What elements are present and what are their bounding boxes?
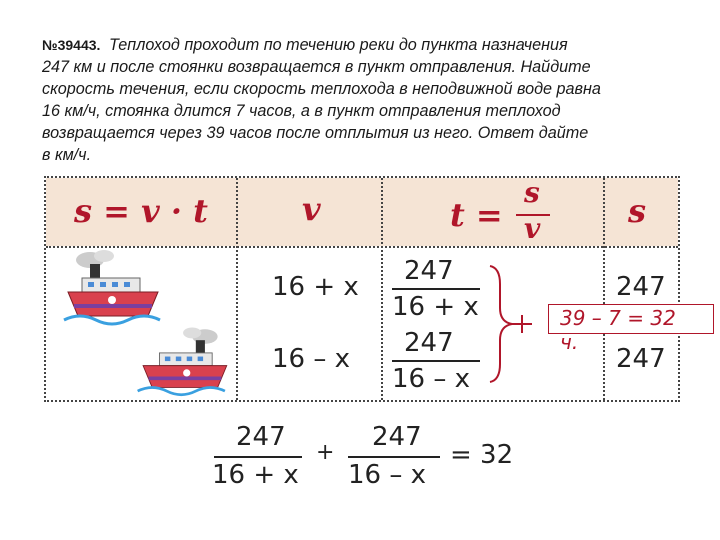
problem-line-5: возвращается через 39 часов после отплытия из него. Ответ дайте [42,124,589,142]
problem-line-3: скорость течения, если скорость теплохода в неподвижной воде равна [42,80,601,98]
header-distance: s [628,192,647,230]
equation-term2-line [348,456,440,458]
column-divider [381,178,383,400]
column-divider [603,178,605,400]
equation-term1-line [214,456,302,458]
header-formula: s = v · t [74,192,208,230]
header-time-numerator: s [524,176,540,209]
row2-time-denominator: 16 – x [392,364,470,394]
problem-line-1: Теплоход проходит по течению реки до пункта назначения [108,36,568,54]
row2-fraction-line [392,360,480,362]
row2-speed: 16 – x [272,344,350,374]
row1-fraction-line [392,288,480,290]
motion-table [44,176,680,402]
row1-distance: 247 [616,272,666,302]
steamship-icon [60,250,170,326]
steamship-icon [134,326,234,398]
time-note: 39 – 7 = 32 ч. [560,306,676,354]
problem-line-2: 247 км и после стоянки возвращается в пункт отправления. Найдите [42,58,591,76]
problem-number: №39443. [42,37,101,53]
row1-time-numerator: 247 [404,256,454,286]
row2-distance: 247 [616,344,666,374]
header-time-label: t = [450,196,503,234]
row1-speed: 16 + x [272,272,359,302]
equation-term1-numerator: 247 [236,422,286,452]
equation-term1-denominator: 16 + x [212,460,299,490]
header-speed: v [302,190,321,228]
row-divider [46,246,678,248]
problem-line-6: в км/ч. [42,146,92,164]
row2-time-numerator: 247 [404,328,454,358]
problem-line-4: 16 км/ч, стоянка длится 7 часов, а в пункт отправления теплоход [42,102,561,120]
header-time-denominator: v [524,212,541,245]
column-divider [236,178,238,400]
equation-rhs: = 32 [450,440,514,470]
problem-statement [42,34,678,166]
equation-term2-numerator: 247 [372,422,422,452]
equation-term2-denominator: 16 – x [348,460,426,490]
equation-plus: + [316,440,335,465]
row1-time-denominator: 16 + x [392,292,479,322]
